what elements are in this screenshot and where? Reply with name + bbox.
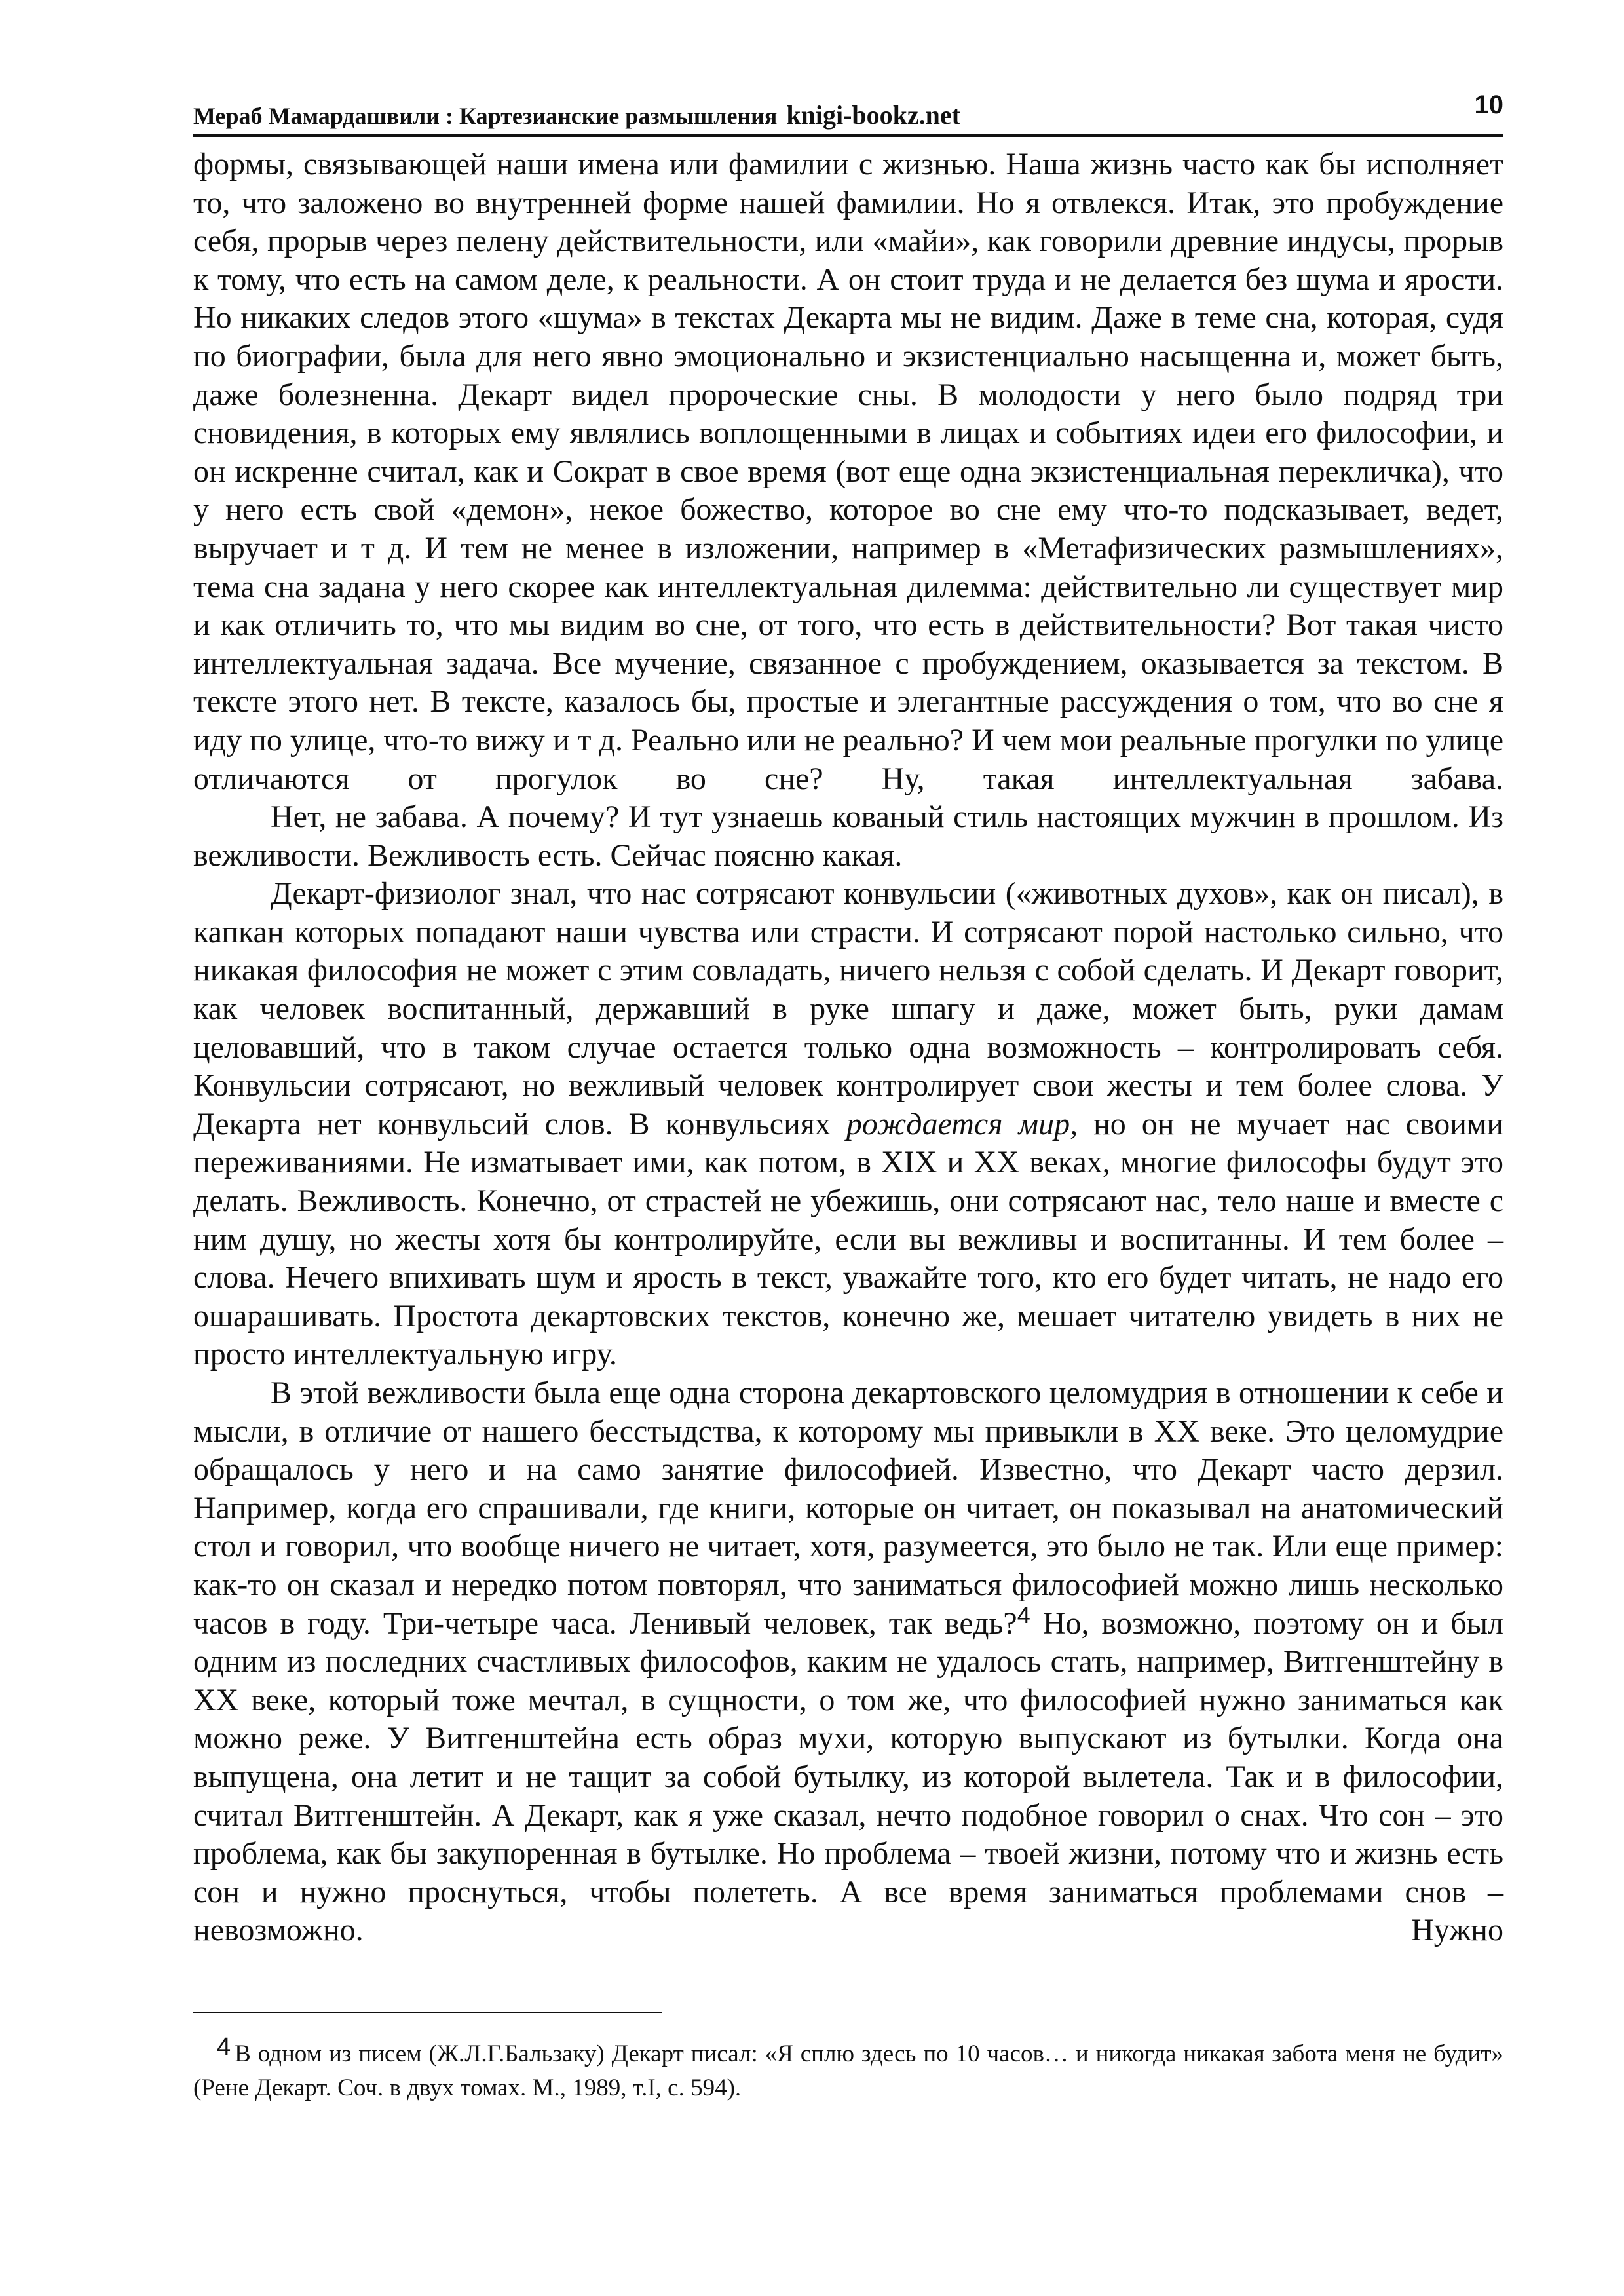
- footnote-separator: [193, 2012, 662, 2013]
- page-header: [193, 90, 1503, 132]
- paragraph-4-part-2: Но, возможно, поэтому он и был одним из последних счастливых философов, каким не удалось стать, например, Витгенштейну в XX веке, который тоже мечтал, в сущности, о том же, что философией нужно заниматься как можно реже. У Витгенштейна есть образ мухи, которую выпускают из бутылки. Когда она выпущена, она летит и не тащит за собой бутылку, из которой вылетела. Так и в философии, считал Витгенштейн. А Декарт, как я уже сказал, нечто подобное говорил о снах. Что сон – это проблема, как бы закупоренная в бутылке. Но проблема – твоей жизни, потому что и жизнь есть сон и нужно проснуться, чтобы полететь. А все время заниматься проблемами снов – невозможно. Нужно: [193, 1605, 1504, 1948]
- paragraph-3-part-1: Декарт-физиолог знал, что нас сотрясают конвульсии («животных духов», как он писал), в капкан которых попадают наши чувства или страсти. И сотрясают порой настолько сильно, что никакая философия не может с этим совладать, ничего нельзя с собой сделать. И Декарт говорит, как человек воспитанный, державший в руке шпагу и даже, может быть, руки дамам целовавший, что в таком случае остается только одна возможность – контролировать себя. Конвульсии сотрясают, но вежливый человек контролирует свои жесты и тем более слова. У Декарта нет конвульсий слов. В конвульсиях: [193, 876, 1503, 1141]
- paragraph-3-italic: рождается мир,: [846, 1106, 1078, 1141]
- page-number: 10: [1474, 90, 1503, 119]
- footnote-reference[interactable]: 4: [1017, 1601, 1030, 1628]
- paragraph-3: [193, 875, 1503, 1374]
- footnote-number: 4: [217, 2033, 231, 2061]
- footnote-text: В одном из писем (Ж.Л.Г.Бальзаку) Декарт писал: «Я сплю здесь по 10 часов… и никогда никакая забота меня не будит» (Рене Декарт. Соч. в двух томах. М., 1989, т.I, с. 594).: [193, 2040, 1503, 2101]
- site-name: knigi-bookz.net: [786, 100, 960, 130]
- running-title-text: Мераб Мамардашвили : Картезианские размышления: [193, 103, 778, 129]
- paragraph-4: [193, 1374, 1503, 1950]
- paragraph-4-part-1: В этой вежливости была еще одна сторона декартовского целомудрия в отношении к себе и мысли, в отличие от нашего бесстыдства, к которому мы привыкли в XX веке. Это целомудрие обращалось у него и на само занятие философией. Известно, что Декарт часто дерзил. Например, когда его спрашивали, где книги, которые он читает, он показывал на анатомический стол и говорил, что вообще ничего не читает, хотя, разумеется, это было не так. Или еще пример: как-то он сказал и нередко потом повторял, что заниматься философией можно лишь несколько часов в году. Три-четыре часа. Ленивый человек, так ведь?: [193, 1375, 1503, 1641]
- paragraph-2: Нет, не забава. А почему? И тут узнаешь кованый стиль настоящих мужчин в прошлом. Из вежливости. Вежливость есть. Сейчас поясню какая.: [193, 799, 1503, 873]
- paragraph-3-part-2: но он не мучает нас своими переживаниями. Не изматывает ими, как потом, в XIX и XX веках, многие философы будут это делать. Вежливость. Конечно, от страстей не убежишь, они сотрясают нас, тело наше и вместе с ним душу, но жесты хотя бы контролируйте, если вы вежливы и воспитанны. И тем более – слова. Нечего впихивать шум и ярость в текст, уважайте того, кто его будет читать, не надо его ошарашивать. Простота декартовских текстов, конечно же, мешает читателю увидеть в них не просто интеллектуальную игру.: [193, 1106, 1504, 1372]
- running-title: [193, 100, 960, 130]
- header-rule: [193, 134, 1503, 137]
- footnote: [193, 2033, 1503, 2105]
- main-text: [193, 145, 1503, 1950]
- paragraph-1: формы, связывающей наши имена или фамилии с жизнью. Наша жизнь часто как бы исполняет то, что заложено во внутренней форме нашей фамилии. Но я отвлекся. Итак, это пробуждение себя, прорыв через пелену действительности, или «майи», как говорили древние индусы, прорыв к тому, что есть на самом деле, к реальности. А он стоит труда и не делается без шума и ярости. Но никаких следов этого «шума» в текстах Декарта мы не видим. Даже в теме сна, которая, судя по биографии, была для него явно эмоционально и экзистенциально насыщенна и, может быть, даже болезненна. Декарт видел пророческие сны. В молодости у него было подряд три сновидения, в которых ему являлись воплощенными в лицах и событиях идеи его философии, и он искренне считал, как и Сократ в свое время (вот еще одна экзистенциальная перекличка), что у него есть свой «демон», некое божество, которое во сне ему что-то подсказывает, ведет, выручает и т д. И тем не менее в изложении, например в «Метафизических размышлениях», тема сна задана у него скорее как интеллектуальная дилемма: действительно ли существует мир и как отличить то, что мы видим во сне, от того, что есть в действительности? Вот такая чисто интеллектуальная задача. Все мучение, связанное с пробуждением, оказывается за текстом. В тексте этого нет. В тексте, казалось бы, простые и элегантные рассуждения о том, что во сне я иду по улице, что-то вижу и т д. Реально или не реально? И чем мои реальные прогулки по улице отличаются от прогулок во сне? Ну, такая интеллектуальная забава.: [193, 147, 1503, 796]
